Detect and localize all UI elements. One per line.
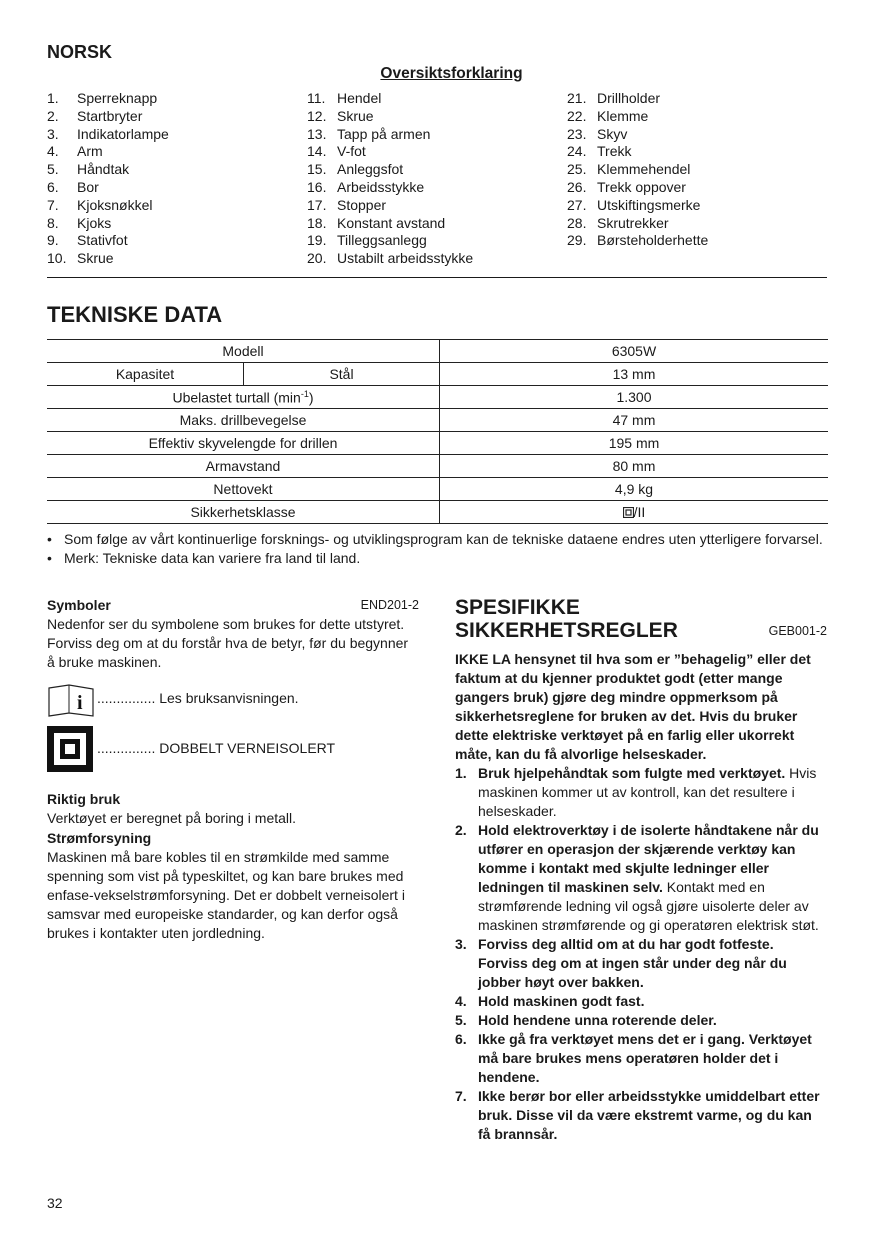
list-item: 2. Startbryter [47,107,143,124]
usage-heading: Riktig bruk [47,791,121,807]
list-item: 1. Bruk hjelpehåndtak som fulgte med verktøyet. Hvis maskinen kommer ut av kontroll, kan det resultere i helseskader. [455,765,817,819]
list-item: 11. Hendel [307,90,382,106]
safety-header [455,596,827,642]
list-item: 10. Skrue [47,250,114,267]
table-cell: Maks. drillbevegelse [47,409,440,432]
parts-list-col2 [307,90,557,268]
list-item: 14. V-fot [307,143,366,160]
symbols-heading: Symboler [47,597,111,613]
list-item: 13. Tapp på armen [307,125,431,142]
list-item: 27. Utskiftingsmerke [567,196,701,213]
list-item: 29. Børsteholderhette [567,232,709,249]
usage-text: Verktøyet er beregnet på boring i metall. [47,810,297,826]
notes-list [47,530,827,568]
table-cell: Ubelastet turtall $(\min^{-1})$ [47,386,440,409]
list-item: 20. Ustabilt arbeidsstykke [307,250,474,267]
table-row [47,340,828,363]
table-row [47,363,828,386]
list-item: 17. Stopper [307,196,387,213]
section-divider [47,277,827,278]
table-cell: Effektiv skyvelengde for drillen [47,432,440,455]
safety-heading-line2: SIKKERHETSREGLER [455,619,678,642]
list-item: 6. Ikke gå fra verktøyet mens det er i gang. Verktøyet må bare brukes mens operatøren holder det i hendene. [455,1031,812,1085]
table-cell: Stål [244,363,440,386]
table-cell: Modell [47,340,440,363]
list-item: 4. Hold maskinen godt fast. [455,993,645,1009]
safety-warning: IKKE LA hensynet til hva som er ”behagelig” eller det faktum at du kjenner produktet godt (etter mange gangers bruk) gjøre deg mindre oppmerksom på sikkerhetsreglene for bruken av det. Hvis du bruker dette elektriske verktøyet på en farlig eller ukorrekt måte, kan du få alvorlige helseskader. [455,651,811,762]
list-item: 7. Ikke berør bor eller arbeidsstykke umiddelbart etter bruk. Disse vil da være ekstremt varme, og du kan få brannsår. [455,1088,820,1142]
table-cell: Kapasitet [47,363,244,386]
list-item: 1. Sperreknapp [47,90,158,106]
safety-code: GEB001-2 [768,624,827,638]
list-item: 18. Konstant avstand [307,214,446,231]
table-row [47,409,828,432]
table-cell: 13 mm [440,363,829,386]
list-item: • Som følge av vårt kontinuerlige forsknings- og utviklingsprogram kan de tekniske dataene endres uten ytterligere forvarsel. [47,531,823,547]
list-item: • Merk: Tekniske data kan variere fra land til land. [47,550,361,566]
manual-symbol-label: ............... Les bruksanvisningen. [97,690,299,706]
double-insulation-icon [47,726,93,772]
language-heading: NORSK [47,42,113,62]
table-cell: 80 mm [440,455,829,478]
table-cell: 1.300 [440,386,829,409]
right-column [455,596,827,1144]
parts-list-col3 [567,90,817,250]
table-cell: 6305W [440,340,829,363]
overview-title-text: Oversiktsforklaring [380,65,523,82]
list-item: 25. Klemmehendel [567,161,691,178]
list-item: 24. Trekk [567,143,632,160]
table-cell: Armavstand [47,455,440,478]
list-item: 5. Hold hendene unna roterende deler. [455,1012,717,1028]
safety-rules-list [455,764,827,1144]
symbols-code: END201-2 [360,598,419,612]
table-cell: /II [440,501,829,524]
table-row [47,432,828,455]
table-cell: 195 mm [440,432,829,455]
symbols-header [47,596,419,615]
table-cell: 47 mm [440,409,829,432]
list-item: 9. Stativfot [47,232,128,249]
list-item: 15. Anleggsfot [307,161,404,178]
double-insulated-label: ............... DOBBELT VERNEISOLERT [97,740,336,756]
list-item: 5. Håndtak [47,161,130,178]
list-item: 7. Kjoksnøkkel [47,196,153,213]
manual-icon [47,684,95,718]
power-heading: Strømforsyning [47,830,152,846]
list-item: 23. Skyv [567,125,628,142]
power-text: Maskinen må bare kobles til en strømkilde med samme spenning som vist på typeskiltet, og kan bare brukes med enfase-vekselstrømforsyning. Det er dobbelt verneisolert i samsvar med europeiske standarder, og kan derfor også brukes i kontakter uten jordledning. [47,849,405,941]
svg-text:i: i [77,692,83,714]
double-insulation-icon [623,507,634,518]
table-row [47,478,828,501]
list-item: 3. Forviss deg alltid om at du har godt fotfeste. Forviss deg om at ingen står under deg når du jobber høyt over bakken. [455,936,787,990]
symbol-row-double-insulated [47,726,419,784]
list-item: 22. Klemme [567,107,649,124]
symbol-row-manual [47,684,419,724]
tech-data-heading: TEKNISKE DATA [47,302,223,327]
table-row [47,501,828,524]
list-item: 4. Arm [47,143,103,160]
list-item: 16. Arbeidsstykke [307,178,425,195]
list-item: 2. Hold elektroverktøy i de isolerte håndtakene når du utfører en operasjon der skjærende verktøy kan komme i kontakt med skjulte ledninger eller ledningen til maskinen selv. Kontakt med en strømførende ledning vil også gjøre uisolerte deler av maskinen strømførende og gi operatøren elektrisk støt. [455,822,819,933]
table-cell: Sikkerhetsklasse [47,501,440,524]
list-item: 26. Trekk oppover [567,178,686,195]
page-number: 32 [47,1195,63,1211]
list-item: 19. Tilleggsanlegg [307,232,427,249]
list-item: 12. Skrue [307,107,374,124]
list-item: 3. Indikatorlampe [47,125,169,142]
list-item: 6. Bor [47,178,99,195]
table-cell: Nettovekt [47,478,440,501]
list-item: 8. Kjoks [47,214,112,231]
table-row [47,455,828,478]
symbols-intro: Nedenfor ser du symbolene som brukes for dette utstyret. Forviss deg om at du forstår hva de betyr, før du begynner å bruke maskinen. [47,616,409,670]
table-row [47,386,828,409]
left-column [47,596,419,943]
table-cell: 4,9 kg [440,478,829,501]
list-item: 28. Skrutrekker [567,214,669,231]
tech-data-table [47,339,828,524]
safety-heading-line1: SPESIFIKKE [455,596,580,619]
list-item: 21. Drillholder [567,90,661,106]
parts-list-col1 [47,90,297,268]
overview-title [0,65,875,83]
